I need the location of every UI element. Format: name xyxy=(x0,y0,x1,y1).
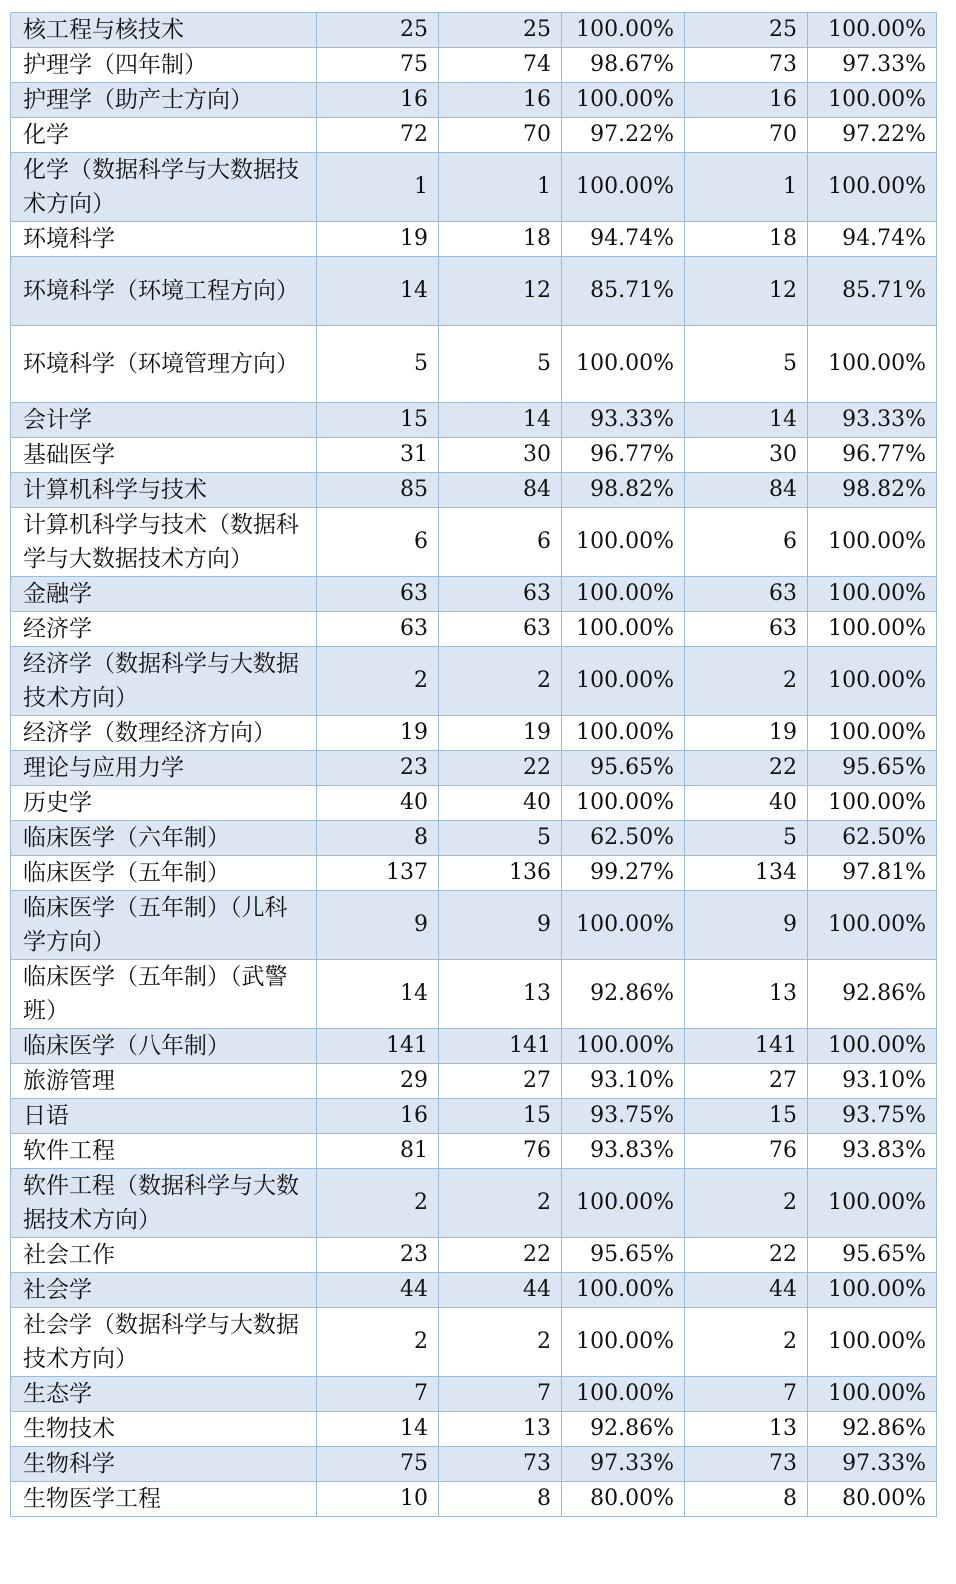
graduates-cell: 44 xyxy=(317,1273,439,1308)
graduates-cell: 16 xyxy=(317,1099,439,1134)
graduates-cell: 9 xyxy=(317,891,439,960)
employment-table-container xyxy=(10,12,946,1517)
table-row xyxy=(11,612,937,647)
graduates-cell: 2 xyxy=(317,647,439,716)
employment-rate-cell: 100.00% xyxy=(562,326,685,403)
employment-rate-alt-cell: 100.00% xyxy=(808,153,937,222)
table-row xyxy=(11,257,937,326)
employed-alt-cell: 63 xyxy=(685,577,808,612)
employed-alt-cell: 30 xyxy=(685,438,808,473)
employment-rate-alt-cell: 100.00% xyxy=(808,326,937,403)
employed-cell: 15 xyxy=(439,1099,562,1134)
employment-rate-alt-cell: 93.10% xyxy=(808,1064,937,1099)
table-row xyxy=(11,473,937,508)
table-row xyxy=(11,751,937,786)
table-row xyxy=(11,1482,937,1517)
major-cell: 生态学 xyxy=(11,1377,317,1412)
major-cell: 化学 xyxy=(11,118,317,153)
employed-cell: 7 xyxy=(439,1377,562,1412)
employed-alt-cell: 84 xyxy=(685,473,808,508)
employed-cell: 18 xyxy=(439,222,562,257)
graduates-cell: 81 xyxy=(317,1134,439,1169)
major-cell: 会计学 xyxy=(11,403,317,438)
employment-rate-alt-cell: 100.00% xyxy=(808,1169,937,1238)
graduates-cell: 8 xyxy=(317,821,439,856)
table-row xyxy=(11,1169,937,1238)
employed-cell: 73 xyxy=(439,1447,562,1482)
employed-alt-cell: 16 xyxy=(685,83,808,118)
employed-alt-cell: 76 xyxy=(685,1134,808,1169)
employment-rate-cell: 94.74% xyxy=(562,222,685,257)
employment-rate-cell: 93.83% xyxy=(562,1134,685,1169)
table-row xyxy=(11,1099,937,1134)
employment-rate-alt-cell: 85.71% xyxy=(808,257,937,326)
graduates-cell: 2 xyxy=(317,1308,439,1377)
graduates-cell: 25 xyxy=(317,13,439,48)
employment-rate-cell: 100.00% xyxy=(562,577,685,612)
employed-alt-cell: 70 xyxy=(685,118,808,153)
employed-alt-cell: 8 xyxy=(685,1482,808,1517)
employment-rate-cell: 100.00% xyxy=(562,1029,685,1064)
table-row xyxy=(11,83,937,118)
employment-rate-cell: 100.00% xyxy=(562,153,685,222)
employment-rate-alt-cell: 97.33% xyxy=(808,48,937,83)
employment-rate-cell: 100.00% xyxy=(562,612,685,647)
graduates-cell: 29 xyxy=(317,1064,439,1099)
employment-rate-alt-cell: 93.83% xyxy=(808,1134,937,1169)
employment-rate-cell: 93.75% xyxy=(562,1099,685,1134)
employed-cell: 9 xyxy=(439,891,562,960)
table-row xyxy=(11,13,937,48)
employed-cell: 14 xyxy=(439,403,562,438)
major-cell: 临床医学（八年制） xyxy=(11,1029,317,1064)
major-cell: 旅游管理 xyxy=(11,1064,317,1099)
employed-alt-cell: 14 xyxy=(685,403,808,438)
employed-cell: 22 xyxy=(439,751,562,786)
employment-rate-cell: 100.00% xyxy=(562,891,685,960)
employment-rate-alt-cell: 97.22% xyxy=(808,118,937,153)
graduates-cell: 141 xyxy=(317,1029,439,1064)
employment-rate-alt-cell: 100.00% xyxy=(808,1273,937,1308)
employment-rate-alt-cell: 80.00% xyxy=(808,1482,937,1517)
employment-rate-alt-cell: 95.65% xyxy=(808,1238,937,1273)
employed-cell: 30 xyxy=(439,438,562,473)
table-row xyxy=(11,1134,937,1169)
graduates-cell: 63 xyxy=(317,612,439,647)
major-cell: 生物科学 xyxy=(11,1447,317,1482)
graduates-cell: 75 xyxy=(317,48,439,83)
table-row xyxy=(11,118,937,153)
table-row xyxy=(11,438,937,473)
employment-rate-cell: 100.00% xyxy=(562,13,685,48)
employment-rate-cell: 62.50% xyxy=(562,821,685,856)
employed-alt-cell: 5 xyxy=(685,821,808,856)
employment-rate-alt-cell: 100.00% xyxy=(808,1029,937,1064)
major-cell: 环境科学 xyxy=(11,222,317,257)
major-cell: 生物医学工程 xyxy=(11,1482,317,1517)
employment-rate-cell: 85.71% xyxy=(562,257,685,326)
graduates-cell: 75 xyxy=(317,1447,439,1482)
employment-rate-cell: 100.00% xyxy=(562,1377,685,1412)
graduates-cell: 23 xyxy=(317,751,439,786)
table-row xyxy=(11,1412,937,1447)
employed-cell: 136 xyxy=(439,856,562,891)
table-row xyxy=(11,222,937,257)
employed-cell: 13 xyxy=(439,1412,562,1447)
graduates-cell: 63 xyxy=(317,577,439,612)
table-row xyxy=(11,786,937,821)
major-cell: 金融学 xyxy=(11,577,317,612)
employed-alt-cell: 7 xyxy=(685,1377,808,1412)
employment-rate-cell: 95.65% xyxy=(562,1238,685,1273)
employment-rate-cell: 100.00% xyxy=(562,508,685,577)
employment-rate-alt-cell: 100.00% xyxy=(808,647,937,716)
employment-rate-cell: 97.33% xyxy=(562,1447,685,1482)
graduates-cell: 85 xyxy=(317,473,439,508)
major-cell: 生物技术 xyxy=(11,1412,317,1447)
table-row xyxy=(11,821,937,856)
employment-rate-cell: 80.00% xyxy=(562,1482,685,1517)
graduates-cell: 16 xyxy=(317,83,439,118)
employed-alt-cell: 6 xyxy=(685,508,808,577)
table-row xyxy=(11,716,937,751)
employment-rate-cell: 93.33% xyxy=(562,403,685,438)
major-cell: 社会工作 xyxy=(11,1238,317,1273)
employed-cell: 6 xyxy=(439,508,562,577)
major-cell: 计算机科学与技术 xyxy=(11,473,317,508)
major-cell: 临床医学（五年制）（武警班） xyxy=(11,960,317,1029)
graduates-cell: 1 xyxy=(317,153,439,222)
employed-alt-cell: 2 xyxy=(685,1169,808,1238)
employment-rate-alt-cell: 97.81% xyxy=(808,856,937,891)
graduates-cell: 6 xyxy=(317,508,439,577)
employed-alt-cell: 63 xyxy=(685,612,808,647)
employed-alt-cell: 73 xyxy=(685,48,808,83)
employed-cell: 84 xyxy=(439,473,562,508)
major-cell: 社会学（数据科学与大数据技术方向） xyxy=(11,1308,317,1377)
graduates-cell: 14 xyxy=(317,1412,439,1447)
employment-rate-cell: 92.86% xyxy=(562,1412,685,1447)
major-cell: 基础医学 xyxy=(11,438,317,473)
table-row xyxy=(11,1308,937,1377)
employment-rate-alt-cell: 100.00% xyxy=(808,1308,937,1377)
employment-rate-alt-cell: 100.00% xyxy=(808,612,937,647)
graduates-cell: 40 xyxy=(317,786,439,821)
employed-alt-cell: 25 xyxy=(685,13,808,48)
major-cell: 经济学（数据科学与大数据技术方向） xyxy=(11,647,317,716)
table-row xyxy=(11,508,937,577)
table-row xyxy=(11,403,937,438)
employed-cell: 74 xyxy=(439,48,562,83)
employed-cell: 22 xyxy=(439,1238,562,1273)
employed-alt-cell: 15 xyxy=(685,1099,808,1134)
employment-rate-cell: 98.82% xyxy=(562,473,685,508)
employment-rate-alt-cell: 100.00% xyxy=(808,786,937,821)
table-row xyxy=(11,1273,937,1308)
table-row xyxy=(11,1029,937,1064)
employed-alt-cell: 134 xyxy=(685,856,808,891)
employment-rate-cell: 93.10% xyxy=(562,1064,685,1099)
major-cell: 历史学 xyxy=(11,786,317,821)
major-cell: 护理学（四年制） xyxy=(11,48,317,83)
employment-rate-alt-cell: 98.82% xyxy=(808,473,937,508)
employed-cell: 2 xyxy=(439,1169,562,1238)
employment-rate-cell: 98.67% xyxy=(562,48,685,83)
table-row xyxy=(11,1447,937,1482)
employment-rate-cell: 95.65% xyxy=(562,751,685,786)
employment-rate-cell: 100.00% xyxy=(562,786,685,821)
major-cell: 计算机科学与技术（数据科学与大数据技术方向） xyxy=(11,508,317,577)
employed-alt-cell: 40 xyxy=(685,786,808,821)
graduates-cell: 14 xyxy=(317,257,439,326)
employed-cell: 27 xyxy=(439,1064,562,1099)
employed-cell: 5 xyxy=(439,821,562,856)
employment-rate-alt-cell: 62.50% xyxy=(808,821,937,856)
graduates-cell: 137 xyxy=(317,856,439,891)
employment-rate-cell: 100.00% xyxy=(562,1169,685,1238)
table-row xyxy=(11,1238,937,1273)
graduates-cell: 10 xyxy=(317,1482,439,1517)
employment-rate-alt-cell: 100.00% xyxy=(808,716,937,751)
employed-cell: 5 xyxy=(439,326,562,403)
graduates-cell: 14 xyxy=(317,960,439,1029)
employed-cell: 1 xyxy=(439,153,562,222)
employment-rate-alt-cell: 94.74% xyxy=(808,222,937,257)
employment-rate-alt-cell: 100.00% xyxy=(808,13,937,48)
employed-cell: 63 xyxy=(439,577,562,612)
employment-rate-alt-cell: 93.33% xyxy=(808,403,937,438)
employment-rate-alt-cell: 95.65% xyxy=(808,751,937,786)
table-row xyxy=(11,960,937,1029)
major-cell: 临床医学（五年制） xyxy=(11,856,317,891)
employed-cell: 70 xyxy=(439,118,562,153)
table-row xyxy=(11,577,937,612)
employed-cell: 16 xyxy=(439,83,562,118)
employment-rate-alt-cell: 97.33% xyxy=(808,1447,937,1482)
employment-rate-alt-cell: 100.00% xyxy=(808,577,937,612)
employed-cell: 63 xyxy=(439,612,562,647)
employment-rate-cell: 100.00% xyxy=(562,83,685,118)
major-cell: 核工程与核技术 xyxy=(11,13,317,48)
employed-cell: 19 xyxy=(439,716,562,751)
employed-alt-cell: 9 xyxy=(685,891,808,960)
employed-alt-cell: 44 xyxy=(685,1273,808,1308)
table-row xyxy=(11,1064,937,1099)
table-row xyxy=(11,48,937,83)
graduates-cell: 23 xyxy=(317,1238,439,1273)
employed-cell: 8 xyxy=(439,1482,562,1517)
employed-alt-cell: 73 xyxy=(685,1447,808,1482)
employed-cell: 2 xyxy=(439,647,562,716)
employed-cell: 2 xyxy=(439,1308,562,1377)
employed-cell: 40 xyxy=(439,786,562,821)
employed-cell: 141 xyxy=(439,1029,562,1064)
employment-rate-alt-cell: 92.86% xyxy=(808,960,937,1029)
employment-rate-cell: 97.22% xyxy=(562,118,685,153)
employed-alt-cell: 19 xyxy=(685,716,808,751)
major-cell: 经济学 xyxy=(11,612,317,647)
major-cell: 临床医学（五年制）（儿科学方向） xyxy=(11,891,317,960)
graduates-cell: 19 xyxy=(317,222,439,257)
graduates-cell: 31 xyxy=(317,438,439,473)
employment-rate-alt-cell: 100.00% xyxy=(808,1377,937,1412)
graduates-cell: 2 xyxy=(317,1169,439,1238)
employed-cell: 25 xyxy=(439,13,562,48)
employed-cell: 44 xyxy=(439,1273,562,1308)
employed-alt-cell: 1 xyxy=(685,153,808,222)
employed-cell: 76 xyxy=(439,1134,562,1169)
employed-cell: 13 xyxy=(439,960,562,1029)
graduates-cell: 5 xyxy=(317,326,439,403)
employed-cell: 12 xyxy=(439,257,562,326)
employed-alt-cell: 22 xyxy=(685,751,808,786)
table-row xyxy=(11,326,937,403)
major-cell: 化学（数据科学与大数据技术方向） xyxy=(11,153,317,222)
employed-alt-cell: 2 xyxy=(685,647,808,716)
employment-rate-alt-cell: 100.00% xyxy=(808,508,937,577)
employed-alt-cell: 2 xyxy=(685,1308,808,1377)
employment-rate-alt-cell: 96.77% xyxy=(808,438,937,473)
graduates-cell: 7 xyxy=(317,1377,439,1412)
table-row xyxy=(11,647,937,716)
employed-alt-cell: 13 xyxy=(685,1412,808,1447)
major-cell: 理论与应用力学 xyxy=(11,751,317,786)
employed-alt-cell: 141 xyxy=(685,1029,808,1064)
table-row xyxy=(11,1377,937,1412)
employed-alt-cell: 13 xyxy=(685,960,808,1029)
employed-alt-cell: 27 xyxy=(685,1064,808,1099)
graduates-cell: 72 xyxy=(317,118,439,153)
major-cell: 日语 xyxy=(11,1099,317,1134)
major-cell: 护理学（助产士方向） xyxy=(11,83,317,118)
graduates-cell: 15 xyxy=(317,403,439,438)
major-cell: 社会学 xyxy=(11,1273,317,1308)
employment-rate-cell: 92.86% xyxy=(562,960,685,1029)
employment-rate-alt-cell: 100.00% xyxy=(808,891,937,960)
graduates-cell: 19 xyxy=(317,716,439,751)
major-cell: 临床医学（六年制） xyxy=(11,821,317,856)
employed-alt-cell: 5 xyxy=(685,326,808,403)
employment-rate-cell: 100.00% xyxy=(562,1308,685,1377)
employment-rate-alt-cell: 92.86% xyxy=(808,1412,937,1447)
table-row xyxy=(11,891,937,960)
employment-rate-cell: 100.00% xyxy=(562,647,685,716)
table-row xyxy=(11,153,937,222)
major-cell: 环境科学（环境管理方向） xyxy=(11,326,317,403)
table-row xyxy=(11,856,937,891)
employment-rate-cell: 100.00% xyxy=(562,716,685,751)
employment-rate-table xyxy=(10,12,937,1517)
major-cell: 环境科学（环境工程方向） xyxy=(11,257,317,326)
major-cell: 软件工程 xyxy=(11,1134,317,1169)
employed-alt-cell: 18 xyxy=(685,222,808,257)
employed-alt-cell: 22 xyxy=(685,1238,808,1273)
employment-rate-cell: 99.27% xyxy=(562,856,685,891)
table-body xyxy=(11,13,937,1517)
employment-rate-alt-cell: 100.00% xyxy=(808,83,937,118)
major-cell: 经济学（数理经济方向） xyxy=(11,716,317,751)
employed-alt-cell: 12 xyxy=(685,257,808,326)
employment-rate-cell: 96.77% xyxy=(562,438,685,473)
employment-rate-cell: 100.00% xyxy=(562,1273,685,1308)
employment-rate-alt-cell: 93.75% xyxy=(808,1099,937,1134)
major-cell: 软件工程（数据科学与大数据技术方向） xyxy=(11,1169,317,1238)
